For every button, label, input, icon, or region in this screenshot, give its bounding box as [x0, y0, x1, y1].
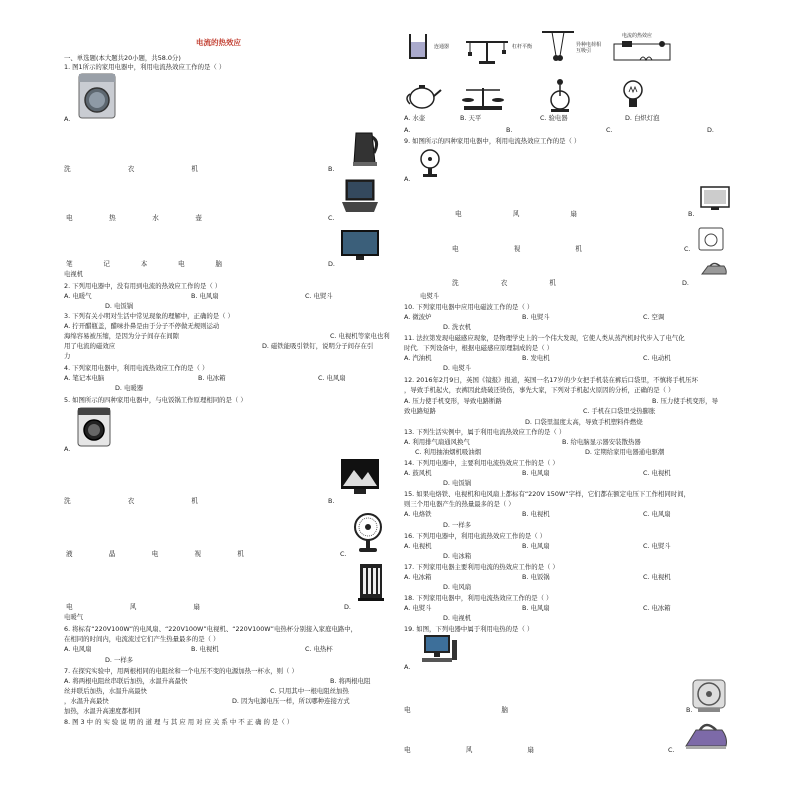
- q12-option-d: D. 口袋里温度太高，导致手机塑料件燃烧: [525, 418, 643, 426]
- q2-option-a: A. 电暖气: [64, 292, 92, 300]
- q8-label-b: B. 天平: [460, 114, 482, 122]
- electric-fan-icon: [418, 148, 442, 178]
- q14-option-d: D. 电饭锅: [443, 479, 472, 487]
- q16-option-c: C. 电熨斗: [643, 542, 671, 550]
- q14-option-a: A. 鼓风机: [404, 469, 432, 477]
- q5-stem: 5. 如图所示的四种家用电器中，与电饭锅工作原理相同的是（ ）: [64, 396, 247, 404]
- q9-stem: 9. 如图所示的四种家用电器中，利用电流热效应工作的是（ ）: [404, 137, 581, 145]
- teapot-icon: [404, 80, 442, 112]
- q19-option-b-text: [404, 746, 534, 754]
- char: 晶: [108, 550, 116, 558]
- q8-option-c: C.: [606, 126, 613, 134]
- electric-iron-icon: [684, 722, 730, 752]
- q8-label-d: D. 白炽灯泡: [625, 114, 660, 122]
- q5-option-d-letter: D.: [344, 603, 351, 611]
- q3-option-c: C. 电视机等家电也利: [330, 332, 390, 340]
- q12-option-a: A. 压力使手机变形，导致电路断路: [404, 397, 502, 405]
- q15-option-b: B. 电视机: [522, 510, 550, 518]
- q8-option-b: B.: [506, 126, 513, 134]
- q19-option-c-letter: C.: [668, 746, 675, 754]
- q2-option-b: B. 电风扇: [191, 292, 219, 300]
- q16-option-a: A. 电视机: [404, 542, 432, 550]
- q6-option-a: A. 电风扇: [64, 645, 92, 653]
- television-icon: [700, 186, 730, 212]
- char: 洗: [452, 279, 459, 287]
- char: 电: [66, 603, 73, 611]
- q13-option-b: B. 给电脑显示器安装散热器: [562, 438, 641, 446]
- q15-stem: 15. 如果电烙铁、电视机和电风扇上都标有“220V 150W”字样，它们都在额定电压下工作相同时间，: [404, 490, 690, 498]
- q7-option-c: C. 只用其中一根电阻丝加热: [270, 687, 349, 695]
- q18-option-c: C. 电冰箱: [643, 604, 671, 612]
- washing-machine-icon: [76, 72, 120, 120]
- q5-option-b-text: [66, 550, 244, 558]
- q12-stem-cont: ，导致手机起火，衣裤因此烧破还烫伤，事先大家，下列对手机起火原因的分析，正确的是（ ）: [404, 386, 675, 394]
- char: 机: [191, 497, 198, 505]
- q18-option-b: B. 电风扇: [522, 604, 550, 612]
- q1-option-b-text: [66, 214, 202, 222]
- q11-option-c: C. 电动机: [643, 354, 671, 362]
- char: 水: [152, 214, 159, 222]
- q13-stem: 13. 下列生活实例中，属于利用电流热效应工作的是（ ）: [404, 428, 566, 436]
- q14-option-c: C. 电视机: [643, 469, 671, 477]
- q19-option-a-text: [404, 706, 508, 714]
- char: 衣: [127, 165, 135, 173]
- char: 电: [455, 210, 462, 218]
- char: 风: [512, 210, 520, 218]
- q17-option-a: A. 电冰箱: [404, 573, 432, 581]
- q4-stem: 4. 下列家用电器中，利用电流热效应工作的是（ ）: [64, 364, 209, 372]
- q12-stem: 12. 2016年2月9日，英国《镜报》报道，英国一名17岁的少女把手机装在裤后口袋里，不慎将手机压坏: [404, 376, 698, 384]
- q5-option-d-text: 电暖气: [64, 613, 84, 621]
- q8-caption-a: 连通器: [434, 44, 450, 50]
- char: 脑: [215, 260, 222, 268]
- q17-stem: 17. 下列家用电器主要利用电流的热效应工作的是（ ）: [404, 563, 559, 571]
- light-bulb-icon: [622, 78, 644, 112]
- q7-option-b: B. 将两根电阻: [330, 677, 371, 685]
- char: 视: [194, 550, 202, 558]
- q1-option-c-letter: C.: [328, 214, 335, 222]
- q4-option-c: C. 电风扇: [318, 374, 346, 382]
- q9-option-d-text: 电熨斗: [420, 292, 440, 300]
- char: 电: [404, 706, 411, 714]
- q9-option-b-text: [452, 245, 582, 253]
- q17-option-b: B. 电饭锅: [522, 573, 550, 581]
- q3-stem: 3. 下列有关小明对生活中常见现象的理解中，正确的是（ ）: [64, 312, 234, 320]
- q19-stem: 19. 如图，下列电器中属于利用电热的是（ ）: [404, 625, 534, 633]
- q11-option-a: A. 汽油机: [404, 354, 432, 362]
- q10-option-c: C. 空调: [643, 313, 665, 321]
- q19-option-a-letter: A.: [404, 663, 411, 671]
- q1-option-b-letter: B.: [328, 165, 335, 173]
- q19-option-b-letter: B.: [686, 706, 693, 714]
- q10-option-a: A. 微波炉: [404, 313, 432, 321]
- lcd-tv-icon: [340, 458, 380, 496]
- q18-option-a: A. 电熨斗: [404, 604, 432, 612]
- q8-label-c: C. 验电器: [540, 114, 568, 122]
- char: 洗: [64, 497, 71, 505]
- q9-option-a-text: [455, 210, 577, 218]
- q9-option-a-letter: A.: [404, 175, 411, 183]
- char: 机: [549, 279, 556, 287]
- q8-caption-b: 杠杆平衡: [512, 44, 533, 50]
- q7-option-d: D. 因为电源电压一样，所以哪种连接方式: [232, 697, 350, 705]
- q15-option-d: D. 一样多: [443, 521, 472, 529]
- electric-fan-icon: [352, 512, 384, 554]
- q2-option-d: D. 电饭锅: [105, 302, 134, 310]
- q11-option-d: D. 电熨斗: [443, 364, 472, 372]
- char: 机: [575, 245, 582, 253]
- washing-machine-icon: [696, 226, 726, 252]
- q7-stem: 7. 在探究实验中，用两根相同的电阻丝和一个电压不变的电源加热一杯水，则（ ）: [64, 667, 298, 675]
- char: 电: [151, 550, 159, 558]
- television-icon: [340, 229, 380, 261]
- q12-option-b-cont: 致电路短路: [404, 407, 436, 415]
- charged-balls-icon: [540, 30, 576, 66]
- char: 扇: [570, 210, 577, 218]
- q10-stem: 10. 下列家用电器中应用电磁波工作的是（ ）: [404, 303, 534, 311]
- char: 电: [178, 260, 185, 268]
- q3-option-d-cont: 力: [64, 352, 71, 360]
- q3-option-b: 海绵容易被压缩，是因为分子间存在间隙: [64, 332, 180, 340]
- char: 衣: [127, 497, 135, 505]
- q3-option-d: D. 磁铁能吸引铁钉，说明分子间存在引: [262, 342, 374, 350]
- q1-option-c-text: [66, 260, 222, 268]
- char: 电: [404, 746, 411, 754]
- q1-stem: 1. 图1所示的家用电器中，利用电流热效应工作的是（ ）: [64, 63, 226, 71]
- q4-option-b: B. 电冰箱: [198, 374, 226, 382]
- char: 脑: [501, 706, 508, 714]
- q8-caption-d: 电流的热效应: [622, 33, 653, 39]
- q10-option-d: D. 洗衣机: [443, 323, 472, 331]
- q4-option-d: D. 电暖器: [115, 384, 144, 392]
- lever-balance-icon: [462, 30, 512, 66]
- q9-option-c-letter: C.: [684, 245, 691, 253]
- q6-option-c: C. 电热杯: [305, 645, 333, 653]
- q8-label-a: A. 水壶: [404, 114, 426, 122]
- q8-option-d: D.: [707, 126, 714, 134]
- q9-option-c-text: [452, 279, 556, 287]
- q6-stem-cont: 在相同的时间内，电流流过它们产生热量最多的是（ ）: [64, 635, 220, 643]
- q6-option-b: B. 电视机: [191, 645, 219, 653]
- char: 扇: [193, 603, 200, 611]
- laptop-icon: [340, 178, 380, 216]
- char: 视: [513, 245, 521, 253]
- q7-option-c-cont: ，水温升高最快: [64, 697, 109, 705]
- heating-circuit-icon: [612, 40, 672, 64]
- electroscope-icon: [546, 78, 574, 114]
- q12-option-b: B. 压力使手机变形，导: [652, 397, 718, 405]
- char: 记: [103, 260, 110, 268]
- q15-option-a: A. 电烙铁: [404, 510, 432, 518]
- q18-stem: 18. 下列家用电器中，利用电流热效应工作的是（ ）: [404, 594, 553, 602]
- q16-option-b: B. 电风扇: [522, 542, 550, 550]
- q14-option-b: B. 电风扇: [522, 469, 550, 477]
- char: 衣: [500, 279, 508, 287]
- char: 电: [66, 214, 73, 222]
- char: 本: [140, 260, 148, 268]
- electric-iron-icon: [700, 262, 728, 278]
- page-title: 电流的热效应: [196, 38, 241, 47]
- q7-option-a: A. 将两根电阻丝串联后加热，水温升高最快: [64, 677, 188, 685]
- q3-option-a: A. 拧开醋瓶盖，醋味扑鼻是由于分子不停做无规则运动: [64, 322, 220, 330]
- q6-option-d: D. 一样多: [105, 656, 134, 664]
- char: 风: [129, 603, 137, 611]
- char: 壶: [195, 214, 202, 222]
- q16-option-d: D. 电冰箱: [443, 552, 472, 560]
- q11-stem-cont: 时代．下列设备中，根据电磁感应原理制成的是（ ）: [404, 344, 554, 352]
- char: 笔: [66, 260, 73, 268]
- char: 电: [452, 245, 459, 253]
- q8-caption-c: 异种电荷相互吸引: [576, 42, 602, 54]
- char: 机: [191, 165, 198, 173]
- q6-stem: 6. 将标有“220V100W”的电风扇、“220V100W”电视机、“220V100W”电热杯分别接入家庭电路中，: [64, 625, 358, 633]
- q12-option-c: C. 手机在口袋里受热膨胀: [583, 407, 656, 415]
- q17-option-d: D. 电风扇: [443, 583, 472, 591]
- q11-option-b: B. 发电机: [522, 354, 550, 362]
- q5-option-c-text: [66, 603, 200, 611]
- q1-option-a-text: [64, 165, 198, 173]
- q1-option-d-letter: D.: [328, 260, 335, 268]
- q2-option-c: C. 电熨斗: [305, 292, 333, 300]
- q7-option-b-cont: 丝并联后加热，水温升高最快: [64, 687, 148, 695]
- char: 风: [465, 746, 473, 754]
- q5-option-a-text: [64, 497, 198, 505]
- char: 液: [66, 550, 73, 558]
- q7-option-d-cont: 加热，水温升高速度都相同: [64, 707, 141, 715]
- q15-stem-cont: 则三个用电器产生的热量最多的是（ ）: [404, 500, 515, 508]
- q8-option-a: A.: [404, 126, 411, 134]
- q4-option-a: A. 笔记本电脑: [64, 374, 105, 382]
- q13-option-d: D. 定期给家用电器通电驱潮: [585, 448, 665, 456]
- q17-option-c: C. 电视机: [643, 573, 671, 581]
- q13-option-c: C. 利用抽油烟机吸油烟: [415, 448, 482, 456]
- q9-option-b-letter: B.: [688, 210, 695, 218]
- q5-option-b-letter: B.: [328, 497, 335, 505]
- q1-option-a-letter: A.: [64, 115, 71, 123]
- section-heading: 一、单选题(本大题共20小题，共58.0分): [64, 54, 181, 62]
- q9-option-d-letter: D.: [682, 279, 689, 287]
- q5-option-c-letter: C.: [340, 550, 347, 558]
- scale-balance-icon: [460, 80, 506, 112]
- q15-option-c: C. 电风扇: [643, 510, 671, 518]
- q18-option-d: D. 电视机: [443, 614, 472, 622]
- q1-option-d-text: 电视机: [64, 270, 84, 278]
- electric-kettle-icon: [350, 127, 380, 167]
- q3-option-c-cont: 用了电流的磁效应: [64, 342, 116, 350]
- char: 洗: [64, 165, 71, 173]
- q11-stem: 11. 法拉第发现电磁感应现象，是物理学史上的一个伟大发现，它使人类从蒸汽机时代步入了电气化: [404, 334, 685, 342]
- q14-stem: 14. 下列用电器中，主要利用电流热效应工作的是（ ）: [404, 459, 559, 467]
- char: 热: [109, 214, 116, 222]
- q2-stem: 2. 下列用电器中，没有用到电流的热效应工作的是（ ）: [64, 282, 222, 290]
- char: 扇: [527, 746, 534, 754]
- washing-machine-icon: [76, 406, 112, 448]
- electric-heater-icon: [358, 562, 384, 602]
- electric-fan-icon: [690, 678, 728, 714]
- q5-option-a-letter: A.: [64, 445, 71, 453]
- q8-stem: 8. 图 3 中 的 实 验 说 明 的 道 理 与 其 应 用 对 应 关 系 中 不 正 确 的 是（ ）: [64, 718, 294, 726]
- char: 机: [237, 550, 244, 558]
- desktop-computer-icon: [418, 634, 458, 666]
- q16-stem: 16. 下列用电器中，利用电流热效应工作的是（ ）: [404, 532, 547, 540]
- q13-option-a: A. 利用排气扇通风换气: [404, 438, 470, 446]
- q10-option-b: B. 电熨斗: [522, 313, 550, 321]
